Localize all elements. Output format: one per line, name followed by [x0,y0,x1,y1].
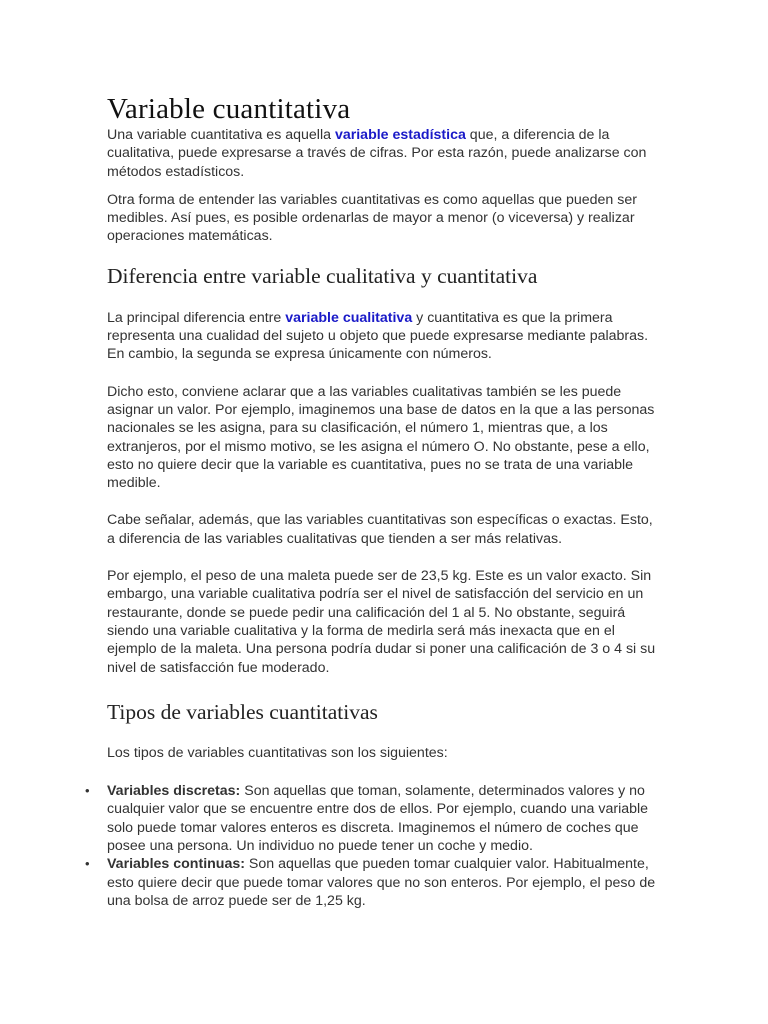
link-variable-estadistica[interactable]: variable estadística [334,127,466,143]
link-variable-cualitativa[interactable]: variable cualitativa [285,309,413,326]
diferencia-paragraph-3: Cabe señalar, además, que las variables cuantitativas son específicas o exactas. Esto, a diferencia de las variables cualitativas que tienden a ser más relativas. [107,512,653,547]
intro-paragraph-2: Otra forma de entender las variables cuantitativas es como aquellas que pueden ser medibles. Así pues, es posible ordenarlas de mayor a menor (o viceversa) y realizar operaciones matemáticas. [107,191,637,245]
bullet-icon: • [85,856,90,872]
intro-text-before: Una variable cuantitativa es aquella [107,127,335,143]
list-item-text: Son aquellas que pueden tomar cualquier valor. Habitualmente, esto quiere decir que puede tomar valores que no son enteros. Por ejemplo, el peso de una bolsa de arroz puede ser de 1,25 kg. [107,856,656,909]
tipos-list [85,782,663,910]
diferencia-paragraph-1 [107,309,663,364]
intro-text-after: que, a diferencia de la cualitativa, puede expresarse a través de cifras. Por esta razón, puede analizarse con métodos estadísticos. [107,127,647,180]
list-item-text: Son aquellas que toman, solamente, determinados valores y no cualquier valor que se encuentre entre dos de ellos. Por ejemplo, cuando una variable solo puede tomar valores enteros es discreta. Imaginemos el número de coches que posee una persona. Un individuo no puede tener un coche y medio. [107,783,649,855]
section-heading-diferencia: Diferencia entre variable cualitativa y cuantitativa [107,263,538,288]
list-item-term: Variables continuas: [107,856,245,873]
document-page [85,92,663,910]
tipos-intro-paragraph: Los tipos de variables cuantitativas son los siguientes: [107,744,448,761]
page-title: Variable cuantitativa [107,93,351,125]
list-item-continuas [85,855,663,910]
diferencia-text-before: La principal diferencia entre [107,309,286,326]
diferencia-paragraph-4: Por ejemplo, el peso de una maleta puede ser de 23,5 kg. Este es un valor exacto. Sin embargo, una variable cualitativa podría ser el nivel de satisfacción del servicio en un restaurante, donde se puede pedir una calificación del 1 al 5. No obstante, seguirá siendo una variable cualitativa y la forma de medirla será más inexacta que en el ejemplo de la maleta. Una persona podría dudar si poner una calificación de 3 o 4 si su nivel de satisfacción fue moderado. [107,568,656,676]
diferencia-text-after: y cuantitativa es que la primera representa una cualidad del sujeto u objeto que puede expresarse mediante palabras. En cambio, la segunda se expresa únicamente con números. [107,309,649,363]
bullet-icon: • [85,783,90,799]
diferencia-paragraph-2: Dicho esto, conviene aclarar que a las variables cualitativas también se les puede asignar un valor. Por ejemplo, imaginemos una base de datos en la que a las personas nacionales se les asigna, para su clasificación, el número 1, mientras que, a los extranjeros, por el mismo motivo, se les asigna el número O. No obstante, pese a ello, esto no quiere decir que la variable es cuantitativa, pues no se trata de una variable medible. [107,383,655,492]
intro-paragraph-1 [107,126,663,181]
section-heading-tipos: Tipos de variables cuantitativas [107,699,378,724]
list-item-discretas [85,782,663,855]
list-item-term: Variables discretas: [107,783,241,800]
